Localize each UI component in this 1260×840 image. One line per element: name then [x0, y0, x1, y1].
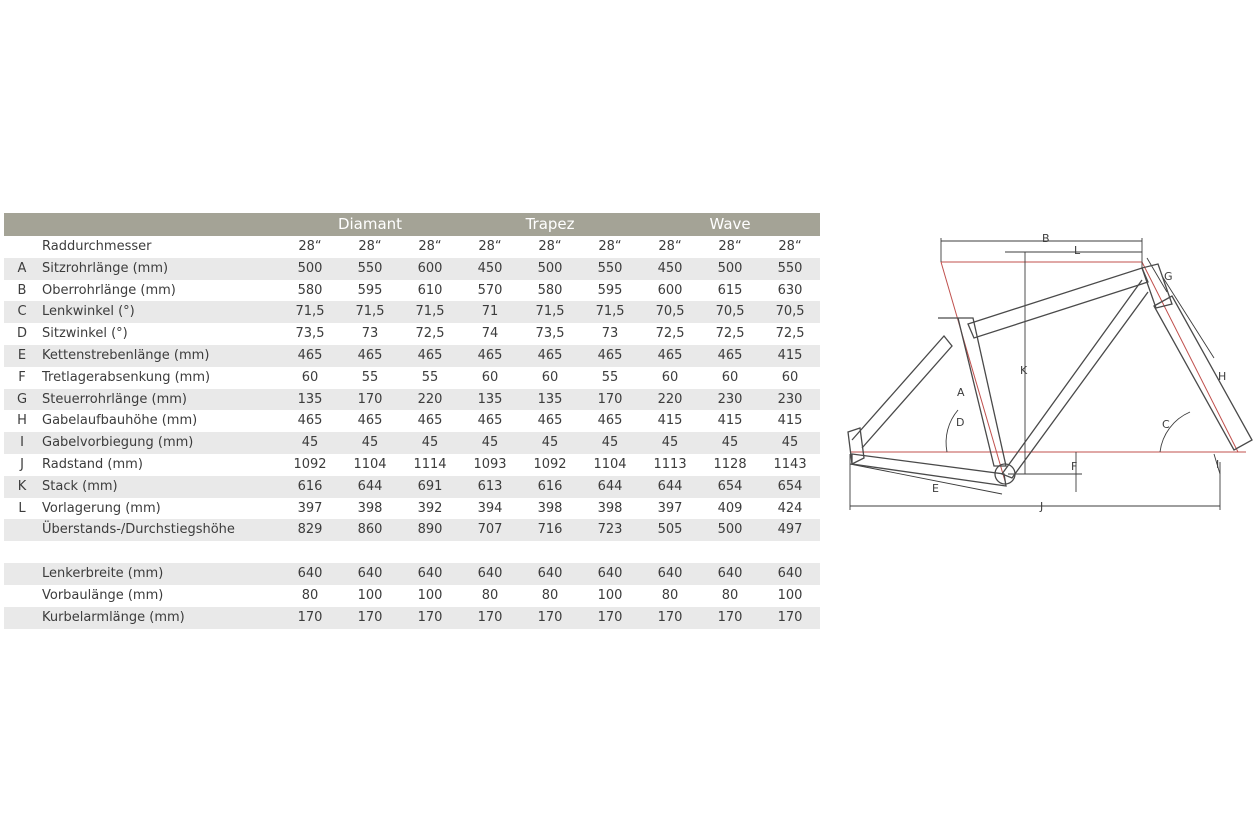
- table-row: [4, 323, 820, 345]
- seat-tube: [938, 318, 1006, 466]
- table-cell: 860: [340, 519, 400, 541]
- table-cell: 60: [541, 369, 559, 385]
- row-label: Vorlagerung (mm): [42, 500, 161, 516]
- table-row: [4, 367, 820, 389]
- table-cell: 72,5: [715, 326, 745, 342]
- table-cell: 135: [520, 389, 580, 411]
- table-cell: 613: [460, 476, 520, 498]
- table-cell: 450: [640, 258, 700, 280]
- top-tube: [968, 268, 1148, 338]
- table-cell: 45: [640, 432, 700, 454]
- row-label: Kurbelarmlänge (mm): [40, 607, 280, 629]
- table-cell: 135: [460, 389, 520, 411]
- table-cell: 80: [661, 587, 679, 603]
- table-cell: 465: [580, 345, 640, 367]
- table-cell: 570: [477, 282, 503, 298]
- table-cell: 45: [760, 432, 820, 454]
- table-cell: 1113: [653, 456, 687, 472]
- table-cell: 74: [481, 326, 499, 342]
- table-cell: 397: [297, 500, 323, 516]
- group-header: Wave: [640, 213, 820, 236]
- row-letter: [4, 519, 40, 541]
- label-C: C: [1162, 418, 1170, 431]
- table-cell: 616: [280, 476, 340, 498]
- table-cell: 691: [400, 476, 460, 498]
- table-cell: 595: [357, 282, 383, 298]
- table-cell: 73,5: [535, 326, 565, 342]
- table-cell: 28“: [298, 239, 322, 254]
- table-cell: 170: [580, 389, 640, 411]
- table-cell: 80: [721, 587, 739, 603]
- table-cell: 600: [657, 282, 683, 298]
- row-letter: D: [16, 326, 27, 342]
- label-K: K: [1020, 364, 1028, 377]
- row-label: Sitzwinkel (°): [42, 326, 128, 342]
- table-cell: 70,5: [640, 301, 700, 323]
- row-letter: K: [4, 476, 40, 498]
- row-label: Vorbaulänge (mm): [42, 587, 164, 603]
- down-tube: [1002, 280, 1148, 478]
- table-cell: 398: [597, 500, 623, 516]
- table-cell: 644: [580, 476, 640, 498]
- label-B: B: [1042, 232, 1050, 245]
- table-cell: 640: [640, 563, 700, 585]
- table-cell: 1143: [773, 456, 807, 472]
- table-cell: 71,5: [400, 301, 460, 323]
- table-row: [4, 280, 820, 302]
- table-cell: 170: [460, 607, 520, 629]
- label-A: A: [957, 386, 965, 399]
- table-cell: 424: [777, 500, 803, 516]
- row-letter: I: [4, 432, 40, 454]
- table-cell: 55: [601, 369, 619, 385]
- table-cell: 398: [537, 500, 563, 516]
- table-cell: 170: [340, 389, 400, 411]
- row-label: Gabelvorbiegung (mm): [40, 432, 280, 454]
- table-cell: 415: [717, 413, 743, 429]
- chain-stay: [852, 454, 1006, 486]
- table-cell: 170: [280, 607, 340, 629]
- table-cell: 615: [717, 282, 743, 298]
- table-cell: 465: [537, 413, 563, 429]
- seat-stay: [852, 336, 952, 448]
- table-cell: 71,5: [580, 301, 640, 323]
- row-label: Steuerrohrlänge (mm): [40, 389, 280, 411]
- table-cell: 465: [597, 413, 623, 429]
- table-cell: 71: [460, 301, 520, 323]
- table-row: [4, 476, 820, 498]
- table-cell: 500: [700, 519, 760, 541]
- table-row: [4, 301, 820, 323]
- table-row: [4, 410, 820, 432]
- table-cell: 465: [417, 413, 443, 429]
- table-cell: 100: [417, 587, 443, 603]
- table-cell: 465: [640, 345, 700, 367]
- row-label: Kettenstrebenlänge (mm): [40, 345, 280, 367]
- table-cell: 654: [760, 476, 820, 498]
- table-cell: 28“: [778, 239, 802, 254]
- table-cell: 220: [640, 389, 700, 411]
- table-cell: 415: [760, 345, 820, 367]
- table-cell: 497: [760, 519, 820, 541]
- geometry-table: [4, 213, 820, 629]
- table-cell: 394: [477, 500, 503, 516]
- frame-outline: [848, 264, 1252, 486]
- table-cell: 829: [280, 519, 340, 541]
- table-cell: 500: [280, 258, 340, 280]
- table-cell: 55: [361, 369, 379, 385]
- row-label: Radstand (mm): [42, 456, 143, 472]
- table-cell: 71,5: [280, 301, 340, 323]
- row-label: Tretlagerabsenkung (mm): [42, 369, 211, 385]
- table-cell: 72,5: [775, 326, 805, 342]
- table-cell: 60: [781, 369, 799, 385]
- table-cell: 465: [357, 413, 383, 429]
- spacer-row: [4, 541, 820, 563]
- table-cell: 465: [297, 413, 323, 429]
- row-letter: [4, 585, 40, 607]
- table-cell: 28“: [538, 239, 562, 254]
- table-cell: 28“: [478, 239, 502, 254]
- table-cell: 580: [297, 282, 323, 298]
- table-cell: 28“: [358, 239, 382, 254]
- table-cell: 45: [700, 432, 760, 454]
- seat-tube-axis: [941, 262, 1005, 481]
- label-D: D: [956, 416, 965, 429]
- table-cell: 70,5: [700, 301, 760, 323]
- table-cell: 55: [421, 369, 439, 385]
- table-cell: 409: [717, 500, 743, 516]
- table-cell: 60: [301, 369, 319, 385]
- row-label: Stack (mm): [40, 476, 280, 498]
- table-cell: 1093: [473, 456, 507, 472]
- table-cell: 80: [301, 587, 319, 603]
- row-label: Raddurchmesser: [42, 239, 152, 254]
- table-cell: 1092: [533, 456, 567, 472]
- table-cell: 71,5: [340, 301, 400, 323]
- table-cell: 465: [400, 345, 460, 367]
- table-cell: 80: [481, 587, 499, 603]
- table-row: [4, 563, 820, 585]
- table-cell: 640: [460, 563, 520, 585]
- label-F: F: [1071, 460, 1078, 473]
- row-letter: B: [17, 282, 27, 298]
- table-cell: 170: [520, 607, 580, 629]
- table-cell: 392: [417, 500, 443, 516]
- row-letter: [4, 236, 40, 258]
- header-spacer: [40, 213, 280, 236]
- table-cell: 230: [760, 389, 820, 411]
- row-label: Überstands-/Durchstiegshöhe: [40, 519, 280, 541]
- table-cell: 60: [661, 369, 679, 385]
- table-cell: 170: [760, 607, 820, 629]
- table-cell: 73,5: [295, 326, 325, 342]
- table-cell: 100: [357, 587, 383, 603]
- table-cell: 640: [520, 563, 580, 585]
- label-L: L: [1074, 244, 1081, 257]
- table-row: [4, 236, 820, 258]
- table-cell: 100: [597, 587, 623, 603]
- table-cell: 230: [700, 389, 760, 411]
- table-cell: 170: [340, 607, 400, 629]
- row-label: Lenkerbreite (mm): [40, 563, 280, 585]
- table-cell: 640: [400, 563, 460, 585]
- table-cell: 397: [657, 500, 683, 516]
- table-cell: 640: [700, 563, 760, 585]
- table-cell: 72,5: [415, 326, 445, 342]
- table-cell: 170: [700, 607, 760, 629]
- table-cell: 450: [460, 258, 520, 280]
- table-cell: 580: [537, 282, 563, 298]
- label-H: H: [1218, 370, 1227, 383]
- table-cell: 550: [580, 258, 640, 280]
- table-cell: 723: [580, 519, 640, 541]
- table-cell: 500: [700, 258, 760, 280]
- table-cell: 170: [640, 607, 700, 629]
- table-row: [4, 454, 820, 476]
- table-cell: 60: [721, 369, 739, 385]
- row-letter: G: [4, 389, 40, 411]
- table-cell: 595: [597, 282, 623, 298]
- table-cell: 220: [400, 389, 460, 411]
- table-cell: 640: [280, 563, 340, 585]
- label-G: G: [1164, 270, 1173, 283]
- table-cell: 1104: [593, 456, 627, 472]
- table-cell: 28“: [418, 239, 442, 254]
- table-cell: 28“: [658, 239, 682, 254]
- table-row: [4, 389, 820, 411]
- table-cell: 654: [700, 476, 760, 498]
- table-cell: 398: [357, 500, 383, 516]
- steering-axis: [1142, 262, 1238, 452]
- table-cell: 45: [460, 432, 520, 454]
- table-row: [4, 258, 820, 280]
- table-cell: 70,5: [760, 301, 820, 323]
- row-letter: [4, 607, 40, 629]
- row-letter: [4, 563, 40, 585]
- table-cell: 640: [580, 563, 640, 585]
- table-cell: 415: [777, 413, 803, 429]
- group-header-row: [4, 213, 820, 236]
- label-E: E: [932, 482, 939, 495]
- row-letter: J: [20, 456, 24, 472]
- row-label: Oberrohrlänge (mm): [42, 282, 176, 298]
- table-cell: 1104: [353, 456, 387, 472]
- table-cell: 465: [477, 413, 503, 429]
- table-cell: 28“: [598, 239, 622, 254]
- table-cell: 71,5: [520, 301, 580, 323]
- row-letter: A: [4, 258, 40, 280]
- table-cell: 45: [520, 432, 580, 454]
- table-cell: 640: [340, 563, 400, 585]
- table-cell: 465: [460, 345, 520, 367]
- table-cell: 60: [481, 369, 499, 385]
- table-cell: 465: [280, 345, 340, 367]
- table-row: [4, 345, 820, 367]
- table-cell: 550: [760, 258, 820, 280]
- table-cell: 45: [400, 432, 460, 454]
- row-letter: E: [4, 345, 40, 367]
- table-cell: 80: [541, 587, 559, 603]
- table-cell: 28“: [718, 239, 742, 254]
- dim-E: [850, 464, 1002, 494]
- table-cell: 170: [580, 607, 640, 629]
- row-letter: L: [18, 500, 26, 516]
- table-cell: 465: [700, 345, 760, 367]
- table-cell: 45: [340, 432, 400, 454]
- row-letter: F: [18, 369, 26, 385]
- group-header: Diamant: [280, 213, 460, 236]
- table-cell: 1114: [413, 456, 447, 472]
- group-header: Trapez: [460, 213, 640, 236]
- table-cell: 45: [280, 432, 340, 454]
- table-cell: 73: [601, 326, 619, 342]
- table-cell: 600: [400, 258, 460, 280]
- table-cell: 135: [280, 389, 340, 411]
- table-row: [4, 498, 820, 520]
- table-cell: 1092: [293, 456, 327, 472]
- label-J: J: [1040, 500, 1044, 513]
- bike-frame-diagram: [842, 228, 1254, 520]
- table-cell: 610: [417, 282, 443, 298]
- table-cell: 170: [400, 607, 460, 629]
- row-label: Lenkwinkel (°): [40, 301, 280, 323]
- table-cell: 644: [640, 476, 700, 498]
- table-row: [4, 519, 820, 541]
- header-spacer: [4, 213, 40, 236]
- table-cell: 72,5: [655, 326, 685, 342]
- row-label: Gabelaufbauhöhe (mm): [42, 413, 198, 429]
- table-cell: 890: [400, 519, 460, 541]
- table-cell: 73: [361, 326, 379, 342]
- table-cell: 45: [580, 432, 640, 454]
- table-cell: 707: [460, 519, 520, 541]
- row-letter: H: [17, 413, 27, 429]
- table-row: [4, 585, 820, 607]
- table-cell: 500: [520, 258, 580, 280]
- table-cell: 465: [520, 345, 580, 367]
- table-cell: 550: [340, 258, 400, 280]
- table-row: [4, 432, 820, 454]
- row-label: Sitzrohrlänge (mm): [40, 258, 280, 280]
- measure-lines: [850, 262, 1246, 481]
- table-cell: 415: [657, 413, 683, 429]
- table-cell: 100: [777, 587, 803, 603]
- label-I: I: [1216, 458, 1220, 471]
- table-cell: 616: [520, 476, 580, 498]
- table-cell: 505: [640, 519, 700, 541]
- table-cell: 640: [760, 563, 820, 585]
- table-cell: 1128: [713, 456, 747, 472]
- table-cell: 465: [340, 345, 400, 367]
- table-row: [4, 607, 820, 629]
- table-cell: 644: [340, 476, 400, 498]
- table-cell: 716: [520, 519, 580, 541]
- row-letter: C: [4, 301, 40, 323]
- table-cell: 630: [777, 282, 803, 298]
